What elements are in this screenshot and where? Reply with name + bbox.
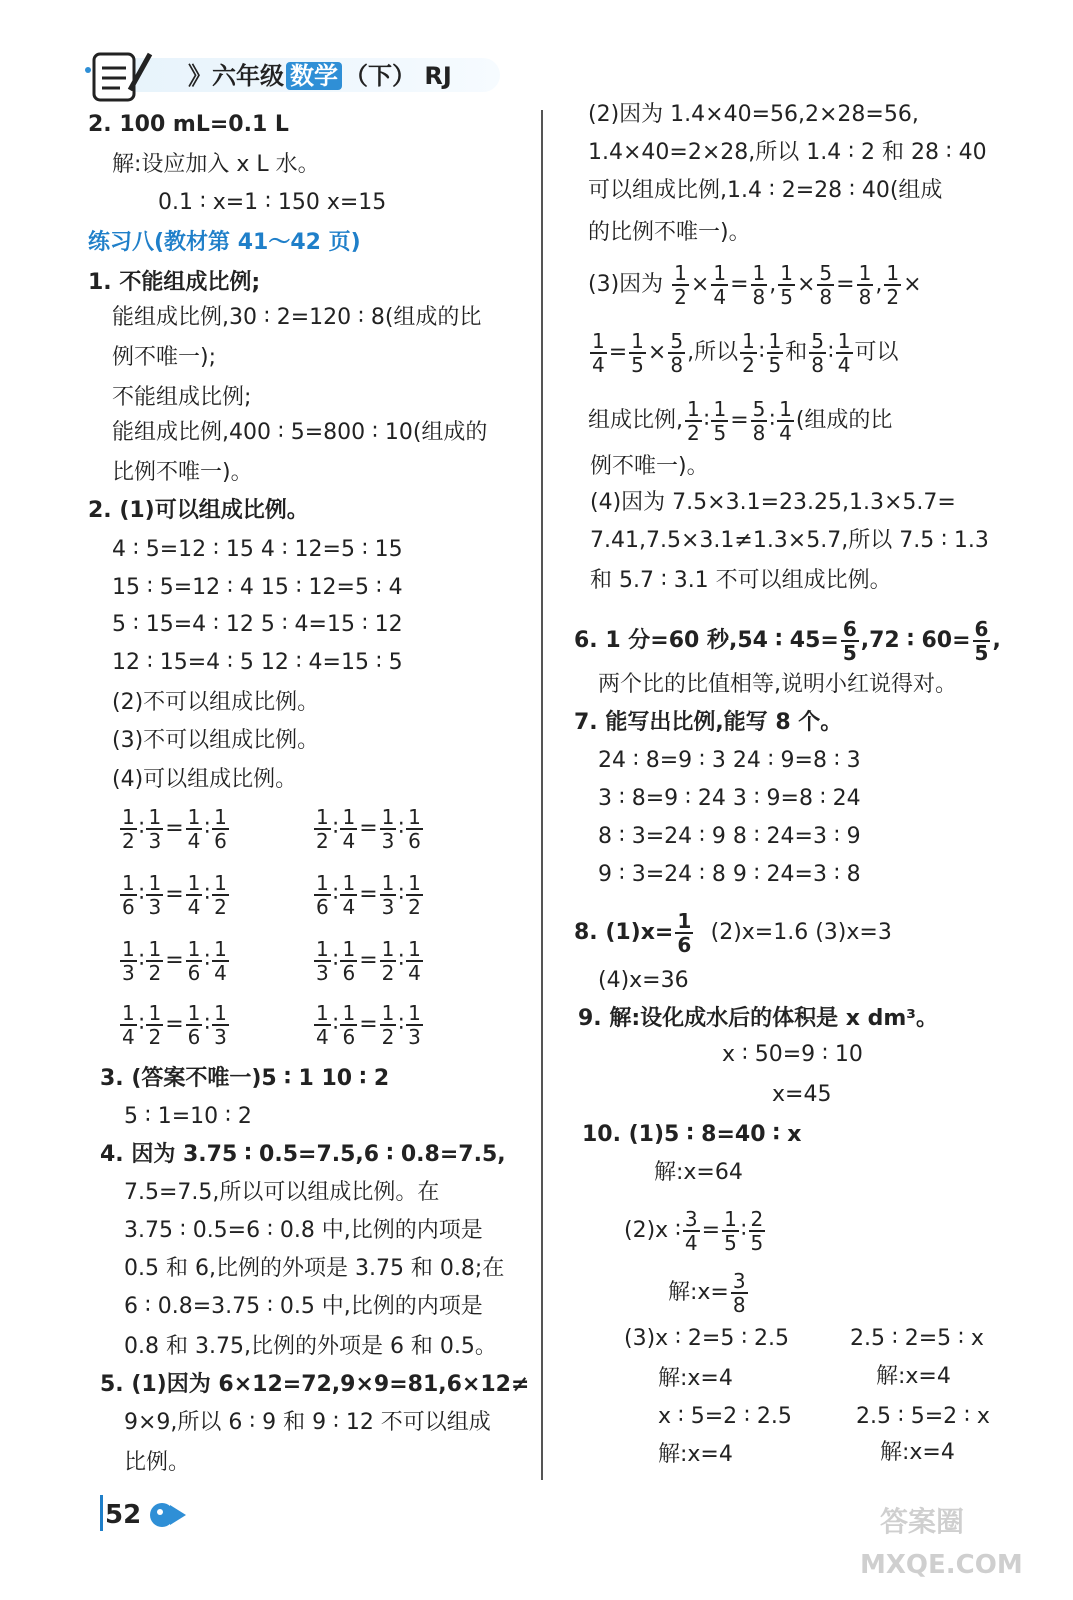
text-line: 7.5=7.5,所以可以组成比例。在	[124, 1180, 440, 1205]
fraction: $\frac{1}{2}$	[742, 329, 755, 377]
operator: ∶	[398, 882, 405, 907]
text-span: 解:x=	[668, 1280, 729, 1305]
operator: ∶	[398, 1012, 405, 1037]
text-line: 9×9,所以 6 ∶ 9 和 9 ∶ 12 不可以组成	[124, 1410, 491, 1435]
fraction: $\frac{1}{2}$	[316, 805, 329, 853]
operator: ∶	[204, 948, 211, 973]
fraction: $\frac{1}{3}$	[122, 937, 135, 985]
fraction: $\frac{1}{4}$	[713, 261, 727, 309]
operator: ∶	[204, 816, 211, 841]
text-line: 15 ∶ 5=12 ∶ 4 15 ∶ 12=5 ∶ 4	[112, 575, 403, 600]
fraction-proportion	[118, 938, 231, 984]
operator: =	[359, 1012, 378, 1037]
operator: ∶	[138, 948, 145, 973]
text-line: 8 ∶ 3=24 ∶ 9 8 ∶ 24=3 ∶ 9	[598, 824, 861, 849]
fraction: $\frac{1}{2}$	[381, 1001, 395, 1049]
text-line: 不能组成比例;	[112, 385, 252, 410]
notebook-pencil-icon	[80, 40, 160, 110]
fraction: $\frac{1}{4}$	[187, 805, 201, 853]
fraction: $\frac{1}{4}$	[214, 937, 227, 985]
fraction: $\frac{5}{8}$	[670, 329, 684, 377]
text-line: 9. 解:设化成水后的体积是 x dm³。	[578, 1006, 938, 1031]
fraction: $\frac{1}{6}$	[187, 937, 201, 985]
operator: ∶	[332, 882, 339, 907]
fraction: $\frac{1}{6}$	[316, 871, 329, 919]
section-title: 练习八(教材第 41～42 页)	[88, 230, 361, 255]
fraction: $\frac{1}{6}$	[342, 1001, 356, 1049]
text-line: 2. (1)可以组成比例。	[88, 498, 309, 523]
text-line: 解:x=4	[876, 1364, 951, 1389]
operator: ∶	[332, 816, 339, 841]
fraction: $\frac{6}{5}$	[974, 617, 989, 665]
fraction: $\frac{1}{5}$	[724, 1207, 737, 1255]
text-line: 6 ∶ 0.8=3.75 ∶ 0.5 中,比例的内项是	[124, 1294, 483, 1319]
text-line: 比例。	[124, 1450, 191, 1475]
text-line: 能组成比例,30 ∶ 2=120 ∶ 8(组成的比	[112, 305, 482, 330]
header-volume: （下） RJ	[344, 62, 452, 90]
fraction: $\frac{1}{5}$	[780, 261, 793, 309]
watermark-logo: 答案圈	[880, 1505, 965, 1538]
text-line: 7. 能写出比例,能写 8 个。	[574, 710, 843, 735]
fraction: $\frac{1}{6}$	[342, 937, 356, 985]
fraction-proportion	[312, 1002, 425, 1048]
fraction: $\frac{1}{4}$	[316, 1001, 329, 1049]
text-line: (3)因为 $\frac{1}{2}$ × $\frac{1}{4}$ = $\frac{1}{8}$ , $\frac{1}{5}$ × $\frac{5}{8}$ = $\frac{1}{8}$ , $\frac{1}{2}$ ×	[588, 261, 922, 309]
text-line	[574, 910, 892, 956]
fraction: $\frac{1}{6}$	[122, 871, 135, 919]
text-line: 解:设应加入 x L 水。	[112, 152, 320, 177]
text-line: 解:x=4	[658, 1366, 733, 1391]
text-line: 7.41,7.5×3.1≠1.3×5.7,所以 7.5 ∶ 1.3	[590, 528, 989, 553]
fraction: $\frac{1}{8}$	[858, 261, 872, 309]
operator: ∶	[204, 1012, 211, 1037]
fraction: $\frac{1}{3}$	[214, 1001, 227, 1049]
fraction-proportion	[118, 872, 231, 918]
text-line: 两个比的比值相等,说明小红说得对。	[598, 672, 957, 697]
fraction: $\frac{3}{8}$	[732, 1269, 746, 1317]
page-header	[80, 40, 470, 100]
text-line: 和 5.7 ∶ 3.1 不可以组成比例。	[590, 568, 892, 593]
fraction: $\frac{1}{2}$	[687, 397, 700, 445]
fraction: $\frac{1}{4}$	[342, 871, 356, 919]
text-line	[668, 1270, 750, 1316]
operator: =	[165, 882, 184, 907]
text-line: 0.5 和 6,比例的外项是 3.75 和 0.8;在	[124, 1256, 505, 1281]
fraction: $\frac{3}{4}$	[684, 1207, 698, 1255]
fraction: $\frac{1}{2}$	[214, 871, 227, 919]
header-title	[188, 56, 452, 91]
operator: =	[165, 948, 184, 973]
fraction-proportion	[312, 938, 425, 984]
fraction: $\frac{1}{8}$	[752, 261, 766, 309]
fraction: $\frac{1}{3}$	[148, 805, 162, 853]
watermark-url: MXQE.COM	[860, 1550, 1023, 1580]
page-number: 52	[105, 1500, 142, 1530]
operator: ∶	[332, 948, 339, 973]
text-line: 2. 100 mL=0.1 L	[88, 112, 289, 137]
text-line: 解:x=64	[654, 1160, 743, 1185]
text-line: 能组成比例,400 ∶ 5=800 ∶ 10(组成的	[112, 420, 488, 445]
fraction-proportion	[312, 872, 425, 918]
fraction: $\frac{1}{4}$	[779, 397, 792, 445]
text-line: 3. (答案不唯一)5 ∶ 1 10 ∶ 2	[100, 1066, 390, 1091]
text-line: 例不唯一);	[112, 345, 216, 370]
operator: =	[165, 1012, 184, 1037]
text-line: 0.8 和 3.75,比例的外项是 6 和 0.5。	[124, 1334, 497, 1359]
fraction: $\frac{1}{4}$	[592, 329, 605, 377]
text-line: (4)x=36	[598, 968, 689, 993]
text-span: (组成的比	[795, 408, 893, 433]
operator: ∶	[332, 1012, 339, 1037]
fraction: $\frac{5}{8}$	[819, 261, 833, 309]
operator: ∶	[204, 882, 211, 907]
fraction: $\frac{1}{3}$	[148, 871, 162, 919]
text-line: 3.75 ∶ 0.5=6 ∶ 0.8 中,比例的内项是	[124, 1218, 483, 1243]
text-span: 组成比例,	[588, 408, 683, 433]
operator: ∶	[398, 816, 405, 841]
fraction: $\frac{1}{3}$	[381, 871, 395, 919]
text-line: 2.5 ∶ 5=2 ∶ x	[856, 1404, 990, 1429]
text-line: 组成比例, $\frac{1}{2}$ ∶ $\frac{1}{5}$ = $\frac{5}{8}$ ∶ $\frac{1}{4}$ (组成的比	[588, 397, 893, 445]
text-line: 10. (1)5 ∶ 8=40 ∶ x	[582, 1122, 802, 1147]
text-span: 可以	[854, 340, 899, 365]
operator: =	[359, 816, 378, 841]
fraction: $\frac{1}{3}$	[316, 937, 329, 985]
fraction: $\frac{1}{2}$	[122, 805, 135, 853]
operator: ∶	[138, 1012, 145, 1037]
operator: =	[359, 882, 378, 907]
fraction-proportion	[118, 1002, 231, 1048]
text-line: 4 ∶ 5=12 ∶ 15 4 ∶ 12=5 ∶ 15	[112, 537, 403, 562]
fraction: $\frac{1}{6}$	[214, 805, 227, 853]
text-line: 可以组成比例,1.4 ∶ 2=28 ∶ 40(组成	[588, 178, 943, 203]
fraction: $\frac{5}{8}$	[811, 329, 825, 377]
text-span: 6. 1 分=60 秒,54 ∶ 45=	[574, 628, 839, 653]
text-span: (2)x ∶	[624, 1218, 681, 1243]
fraction-proportion	[312, 806, 425, 852]
fraction-proportion	[118, 806, 231, 852]
text-span: (2)x=1.6 (3)x=3	[710, 920, 892, 945]
text-line: 0.1 ∶ x=1 ∶ 150 x=15	[158, 190, 387, 215]
text-line: 9 ∶ 3=24 ∶ 8 9 ∶ 24=3 ∶ 8	[598, 862, 861, 887]
text-line: 4. 因为 3.75 ∶ 0.5=7.5,6 ∶ 0.8=7.5,	[100, 1142, 506, 1167]
text-line: (4)可以组成比例。	[112, 767, 298, 792]
text-line: (2)不可以组成比例。	[112, 690, 320, 715]
text-line: (3)不可以组成比例。	[112, 728, 320, 753]
fraction: $\frac{1}{5}$	[768, 329, 782, 377]
fraction: $\frac{1}{6}$	[408, 805, 421, 853]
text-line: 12 ∶ 15=4 ∶ 5 12 ∶ 4=15 ∶ 5	[112, 650, 403, 675]
text-line: (2)x ∶ $\frac{3}{4}$ = $\frac{1}{5}$ ∶ $\frac{2}{5}$	[624, 1207, 764, 1255]
header-subject: 数学	[286, 62, 342, 90]
text-line: (2)因为 1.4×40=56,2×28=56,	[588, 102, 919, 127]
fraction: $\frac{1}{2}$	[381, 937, 395, 985]
fraction: $\frac{2}{5}$	[750, 1207, 764, 1255]
text-line: 6. 1 分=60 秒,54 ∶ 45= $\frac{6}{5}$ ,72 ∶ 60= $\frac{6}{5}$ ,	[574, 617, 1001, 665]
fraction: $\frac{1}{5}$	[713, 397, 727, 445]
text-line: x ∶ 5=2 ∶ 2.5	[658, 1404, 792, 1429]
operator: ∶	[398, 948, 405, 973]
column-divider	[541, 110, 543, 1480]
fraction: $\frac{1}{6}$	[187, 1001, 201, 1049]
fraction: $\frac{1}{2}$	[408, 871, 421, 919]
text-line: 5. (1)因为 6×12=72,9×9=81,6×12≠	[100, 1372, 530, 1397]
fraction: $\frac{1}{4}$	[187, 871, 201, 919]
text-line: 24 ∶ 8=9 ∶ 3 24 ∶ 9=8 ∶ 3	[598, 748, 861, 773]
fraction: $\frac{1}{2}$	[148, 937, 162, 985]
text-line: 例不唯一)。	[590, 454, 709, 479]
fraction: $\frac{1}{6}$	[677, 909, 692, 957]
page-number-bar	[100, 1495, 103, 1531]
operator: ∶	[138, 882, 145, 907]
text-line: 2.5 ∶ 2=5 ∶ x	[850, 1326, 984, 1351]
text-line: $\frac{1}{4}$ = $\frac{1}{5}$ × $\frac{5}{8}$ ,所以 $\frac{1}{2}$ ∶ $\frac{1}{5}$ 和 $\frac{5}{8}$ ∶ $\frac{1}{4}$ 可以	[592, 329, 899, 377]
text-line: x ∶ 50=9 ∶ 10	[722, 1042, 863, 1067]
fraction: $\frac{1}{3}$	[408, 1001, 421, 1049]
operator: =	[165, 816, 184, 841]
text-line: 1. 不能组成比例;	[88, 270, 261, 295]
text-line: (3)x ∶ 2=5 ∶ 2.5	[624, 1326, 790, 1351]
fraction: $\frac{5}{8}$	[752, 397, 766, 445]
fraction: $\frac{1}{4}$	[342, 805, 356, 853]
header-grade: 》六年级	[188, 62, 284, 90]
text-line: 解:x=4	[880, 1440, 955, 1465]
fraction: $\frac{1}{2}$	[148, 1001, 162, 1049]
fraction: $\frac{1}{4}$	[837, 329, 851, 377]
operator: =	[359, 948, 378, 973]
text-line: 解:x=4	[658, 1442, 733, 1467]
text-line: (4)因为 7.5×3.1=23.25,1.3×5.7=	[590, 490, 956, 515]
text-line: 1.4×40=2×28,所以 1.4 ∶ 2 和 28 ∶ 40	[588, 140, 987, 165]
fraction: $\frac{1}{2}$	[886, 261, 900, 309]
fraction: $\frac{6}{5}$	[842, 617, 857, 665]
text-span: (3)因为	[588, 272, 664, 297]
text-line: x=45	[772, 1082, 832, 1107]
text-span: 8. (1)x=	[574, 920, 674, 945]
text-line: 比例不唯一)。	[112, 460, 253, 485]
fraction: $\frac{1}{5}$	[631, 329, 644, 377]
text-line: 3 ∶ 8=9 ∶ 24 3 ∶ 9=8 ∶ 24	[598, 786, 861, 811]
fraction: $\frac{1}{3}$	[381, 805, 395, 853]
text-line: 5 ∶ 1=10 ∶ 2	[124, 1104, 252, 1129]
page-arrow-icon	[148, 1500, 188, 1530]
text-span: ,72 ∶ 60=	[860, 628, 971, 653]
operator: ∶	[138, 816, 145, 841]
fraction: $\frac{1}{4}$	[408, 937, 421, 985]
text-line: 5 ∶ 15=4 ∶ 12 5 ∶ 4=15 ∶ 12	[112, 612, 403, 637]
text-line: 的比例不唯一)。	[588, 220, 751, 245]
fraction: $\frac{1}{2}$	[674, 261, 687, 309]
fraction: $\frac{1}{4}$	[122, 1001, 135, 1049]
